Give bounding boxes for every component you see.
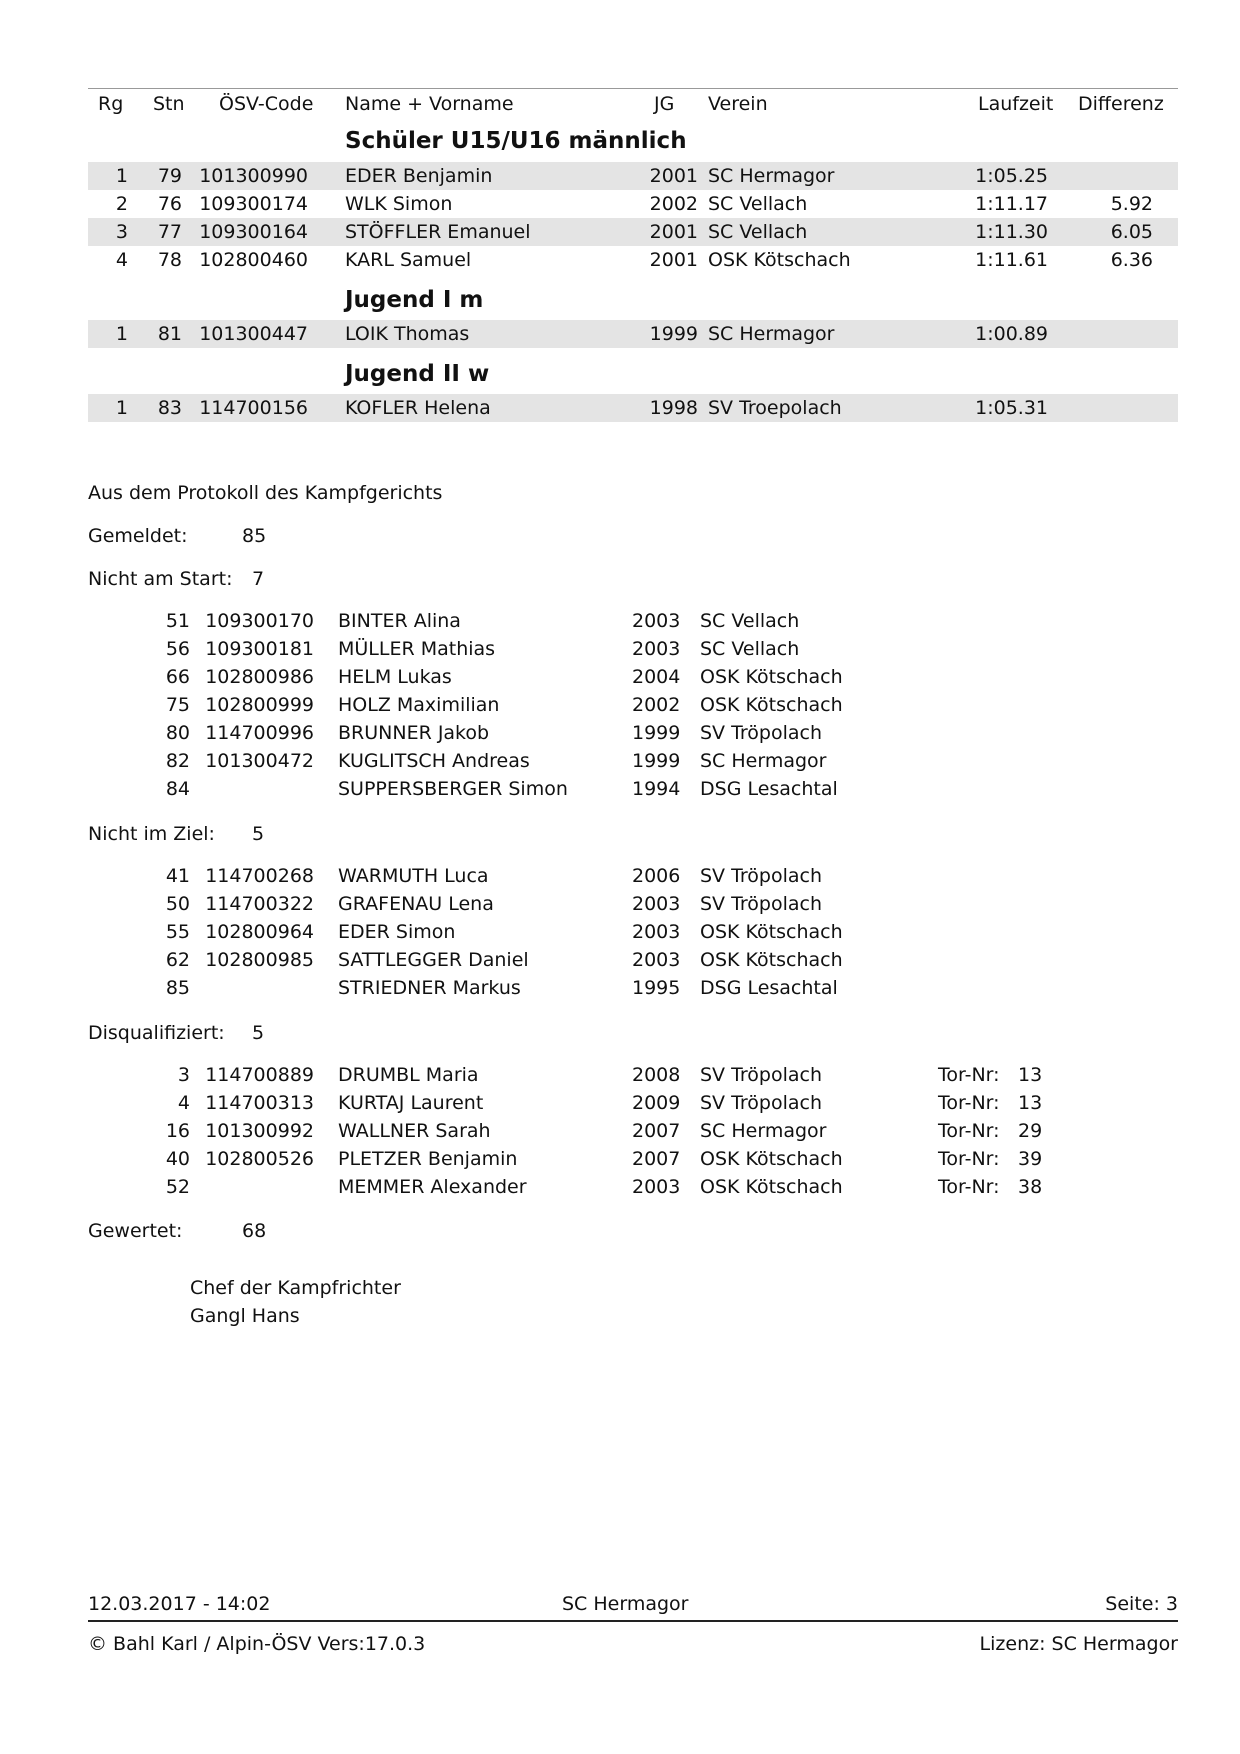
athlete-name: KARL Samuel xyxy=(345,249,472,271)
athlete-name: SATTLEGGER Daniel xyxy=(338,949,529,971)
result-row xyxy=(88,218,1178,246)
club: DSG Lesachtal xyxy=(700,778,838,800)
birth-year: 2009 xyxy=(632,1092,681,1114)
list-item xyxy=(88,890,1178,918)
gemeldet-label: Gemeldet: xyxy=(88,525,188,547)
disqualifiziert-value: 5 xyxy=(252,1022,265,1044)
birth-year: 1999 xyxy=(632,750,681,772)
birth-year: 1999 xyxy=(649,323,698,345)
col-verein: Verein xyxy=(708,93,768,115)
birth-year: 2003 xyxy=(632,638,681,660)
nicht-am-start-value: 7 xyxy=(252,568,265,590)
list-item xyxy=(88,1117,1178,1145)
club: OSK Kötschach xyxy=(700,1148,843,1170)
list-item xyxy=(88,607,1178,635)
list-item xyxy=(88,918,1178,946)
osv-code xyxy=(188,775,314,803)
osv-code: 101300472 xyxy=(205,750,314,772)
result-row xyxy=(88,162,1178,190)
birth-year: 2003 xyxy=(632,921,681,943)
start-number: 16 xyxy=(165,1120,190,1142)
rank: 3 xyxy=(115,221,128,243)
gate-label: Tor-Nr: xyxy=(938,1120,1000,1142)
nicht-im-ziel-value: 5 xyxy=(252,823,265,845)
birth-year: 2003 xyxy=(632,949,681,971)
birth-year: 1999 xyxy=(632,722,681,744)
birth-year: 2003 xyxy=(632,893,681,915)
gewertet-value: 68 xyxy=(242,1220,267,1242)
athlete-name: STÖFFLER Emanuel xyxy=(345,221,531,243)
rank: 1 xyxy=(115,165,128,187)
osv-code: 109300181 xyxy=(205,638,314,660)
list-item xyxy=(88,691,1178,719)
birth-year: 2002 xyxy=(649,193,698,215)
athlete-name: BINTER Alina xyxy=(338,610,461,632)
gate-number: 13 xyxy=(1018,1064,1043,1086)
athlete-name: MEMMER Alexander xyxy=(338,1176,527,1198)
club: SC Vellach xyxy=(708,221,808,243)
birth-year: 2004 xyxy=(632,666,681,688)
list-item xyxy=(88,1089,1178,1117)
club: SV Tröpolach xyxy=(700,1092,823,1114)
athlete-name: STRIEDNER Markus xyxy=(338,977,521,999)
club: OSK Kötschach xyxy=(700,694,843,716)
birth-year: 1995 xyxy=(632,977,681,999)
athlete-name: WALLNER Sarah xyxy=(338,1120,491,1142)
result-row xyxy=(88,190,1178,218)
osv-code: 109300164 xyxy=(199,221,308,243)
run-time: 1:11.30 xyxy=(975,221,1048,243)
footer-club: SC Hermagor xyxy=(562,1593,689,1615)
category-title: Jugend I m xyxy=(345,287,484,313)
athlete-name: KURTAJ Laurent xyxy=(338,1092,484,1114)
osv-code: 101300990 xyxy=(199,165,308,187)
chief-referee-title: Chef der Kampfrichter xyxy=(190,1277,401,1299)
osv-code: 114700156 xyxy=(199,397,308,419)
start-number: 50 xyxy=(165,893,190,915)
list-item xyxy=(88,1061,1178,1089)
osv-code: 102800986 xyxy=(205,666,314,688)
club: SC Vellach xyxy=(708,193,808,215)
start-number: 66 xyxy=(165,666,190,688)
birth-year: 2001 xyxy=(649,165,698,187)
birth-year: 1994 xyxy=(632,778,681,800)
start-number: 62 xyxy=(165,949,190,971)
club: SV Tröpolach xyxy=(700,893,823,915)
osv-code: 102800526 xyxy=(205,1148,314,1170)
osv-code: 114700996 xyxy=(205,722,314,744)
osv-code: 114700268 xyxy=(205,865,314,887)
footer-page-number: Seite: 3 xyxy=(1105,1593,1178,1615)
gate-label: Tor-Nr: xyxy=(938,1148,1000,1170)
gate-label: Tor-Nr: xyxy=(938,1092,1000,1114)
gate-label: Tor-Nr: xyxy=(938,1064,1000,1086)
osv-code: 109300170 xyxy=(205,610,314,632)
start-number: 85 xyxy=(165,977,190,999)
run-time: 1:00.89 xyxy=(975,323,1048,345)
birth-year: 1998 xyxy=(649,397,698,419)
athlete-name: DRUMBL Maria xyxy=(338,1064,479,1086)
club: SC Vellach xyxy=(700,638,800,660)
result-row xyxy=(88,246,1178,274)
athlete-name: HELM Lukas xyxy=(338,666,452,688)
osv-code: 102800460 xyxy=(199,249,308,271)
gate-number: 13 xyxy=(1018,1092,1043,1114)
start-number: 76 xyxy=(157,193,182,215)
birth-year: 2001 xyxy=(649,249,698,271)
time-difference xyxy=(1058,394,1153,422)
club: SV Tröpolach xyxy=(700,722,823,744)
athlete-name: EDER Simon xyxy=(338,921,456,943)
athlete-name: GRAFENAU Lena xyxy=(338,893,494,915)
athlete-name: BRUNNER Jakob xyxy=(338,722,490,744)
result-row xyxy=(88,320,1178,348)
col-stn: Stn xyxy=(153,93,185,115)
osv-code: 101300447 xyxy=(199,323,308,345)
athlete-name: LOIK Thomas xyxy=(345,323,470,345)
athlete-name: WLK Simon xyxy=(345,193,453,215)
footer-copyright: © Bahl Karl / Alpin-ÖSV Vers:17.0.3 xyxy=(88,1633,426,1655)
osv-code xyxy=(188,1173,314,1201)
disqualifiziert-label: Disqualifiziert: xyxy=(88,1022,225,1044)
result-row xyxy=(88,394,1178,422)
col-code: ÖSV-Code xyxy=(219,93,314,115)
header-top-rule xyxy=(88,88,1178,89)
club: SC Vellach xyxy=(700,610,800,632)
footer-rule xyxy=(88,1620,1178,1622)
club: OSK Kötschach xyxy=(700,949,843,971)
athlete-name: KUGLITSCH Andreas xyxy=(338,750,530,772)
athlete-name: KOFLER Helena xyxy=(345,397,491,419)
osv-code: 102800964 xyxy=(205,921,314,943)
osv-code: 109300174 xyxy=(199,193,308,215)
rank: 1 xyxy=(115,397,128,419)
athlete-name: MÜLLER Mathias xyxy=(338,638,496,660)
list-item xyxy=(88,974,1178,1002)
footer-datetime: 12.03.2017 - 14:02 xyxy=(88,1593,271,1615)
rank: 4 xyxy=(115,249,128,271)
osv-code xyxy=(188,974,314,1002)
start-number: 81 xyxy=(157,323,182,345)
list-item xyxy=(88,719,1178,747)
start-number: 75 xyxy=(165,694,190,716)
gewertet-label: Gewertet: xyxy=(88,1220,183,1242)
club: SC Hermagor xyxy=(708,323,835,345)
column-header-row xyxy=(88,90,1178,118)
birth-year: 2006 xyxy=(632,865,681,887)
start-number: 79 xyxy=(157,165,182,187)
birth-year: 2003 xyxy=(632,1176,681,1198)
time-difference xyxy=(1058,162,1153,190)
category-title: Schüler U15/U16 männlich xyxy=(345,128,687,154)
col-jg: JG xyxy=(654,93,675,115)
nicht-am-start-label: Nicht am Start: xyxy=(88,568,233,590)
athlete-name: HOLZ Maximilian xyxy=(338,694,500,716)
osv-code: 102800999 xyxy=(205,694,314,716)
run-time: 1:11.61 xyxy=(975,249,1048,271)
club: SC Hermagor xyxy=(708,165,835,187)
osv-code: 114700889 xyxy=(205,1064,314,1086)
list-item xyxy=(88,747,1178,775)
osv-code: 101300992 xyxy=(205,1120,314,1142)
club: SC Hermagor xyxy=(700,750,827,772)
gate-number: 39 xyxy=(1018,1148,1043,1170)
list-item xyxy=(88,1145,1178,1173)
list-item xyxy=(88,775,1178,803)
birth-year: 2001 xyxy=(649,221,698,243)
nicht-im-ziel-label: Nicht im Ziel: xyxy=(88,823,215,845)
list-item xyxy=(88,946,1178,974)
club: OSK Kötschach xyxy=(708,249,851,271)
list-item xyxy=(88,1173,1178,1201)
start-number: 83 xyxy=(157,397,182,419)
start-number: 78 xyxy=(157,249,182,271)
start-number: 82 xyxy=(165,750,190,772)
athlete-name: PLETZER Benjamin xyxy=(338,1148,518,1170)
athlete-name: WARMUTH Luca xyxy=(338,865,489,887)
club: OSK Kötschach xyxy=(700,666,843,688)
birth-year: 2007 xyxy=(632,1120,681,1142)
start-number: 84 xyxy=(165,778,190,800)
gemeldet-value: 85 xyxy=(242,525,267,547)
col-differenz: Differenz xyxy=(1078,93,1164,115)
osv-code: 114700313 xyxy=(205,1092,314,1114)
start-number: 41 xyxy=(165,865,190,887)
athlete-name: SUPPERSBERGER Simon xyxy=(338,778,568,800)
list-item xyxy=(88,862,1178,890)
start-number: 55 xyxy=(165,921,190,943)
rank: 2 xyxy=(115,193,128,215)
rank: 1 xyxy=(115,323,128,345)
run-time: 1:11.17 xyxy=(975,193,1048,215)
protocol-title: Aus dem Protokoll des Kampfgerichts xyxy=(88,482,443,504)
chief-referee-name: Gangl Hans xyxy=(190,1305,300,1327)
club: SC Hermagor xyxy=(700,1120,827,1142)
start-number: 4 xyxy=(177,1092,190,1114)
gate-label: Tor-Nr: xyxy=(938,1176,1000,1198)
club: DSG Lesachtal xyxy=(700,977,838,999)
start-number: 3 xyxy=(177,1064,190,1086)
run-time: 1:05.31 xyxy=(975,397,1048,419)
club: SV Tröpolach xyxy=(700,865,823,887)
col-name: Name + Vorname xyxy=(345,93,514,115)
start-number: 40 xyxy=(165,1148,190,1170)
osv-code: 114700322 xyxy=(205,893,314,915)
birth-year: 2008 xyxy=(632,1064,681,1086)
footer-license: Lizenz: SC Hermagor xyxy=(979,1633,1178,1655)
club: SV Tröpolach xyxy=(700,1064,823,1086)
start-number: 80 xyxy=(165,722,190,744)
club: OSK Kötschach xyxy=(700,1176,843,1198)
gate-number: 38 xyxy=(1018,1176,1043,1198)
start-number: 52 xyxy=(165,1176,190,1198)
time-difference: 5.92 xyxy=(1110,193,1153,215)
gate-number: 29 xyxy=(1018,1120,1043,1142)
birth-year: 2003 xyxy=(632,610,681,632)
list-item xyxy=(88,635,1178,663)
start-number: 51 xyxy=(165,610,190,632)
col-laufzeit: Laufzeit xyxy=(978,93,1054,115)
time-difference: 6.36 xyxy=(1110,249,1153,271)
club: SV Troepolach xyxy=(708,397,842,419)
osv-code: 102800985 xyxy=(205,949,314,971)
time-difference: 6.05 xyxy=(1110,221,1153,243)
club: OSK Kötschach xyxy=(700,921,843,943)
list-item xyxy=(88,663,1178,691)
birth-year: 2007 xyxy=(632,1148,681,1170)
start-number: 77 xyxy=(157,221,182,243)
start-number: 56 xyxy=(165,638,190,660)
category-title: Jugend II w xyxy=(345,361,490,387)
col-rg: Rg xyxy=(98,93,124,115)
time-difference xyxy=(1058,320,1153,348)
birth-year: 2002 xyxy=(632,694,681,716)
run-time: 1:05.25 xyxy=(975,165,1048,187)
athlete-name: EDER Benjamin xyxy=(345,165,493,187)
